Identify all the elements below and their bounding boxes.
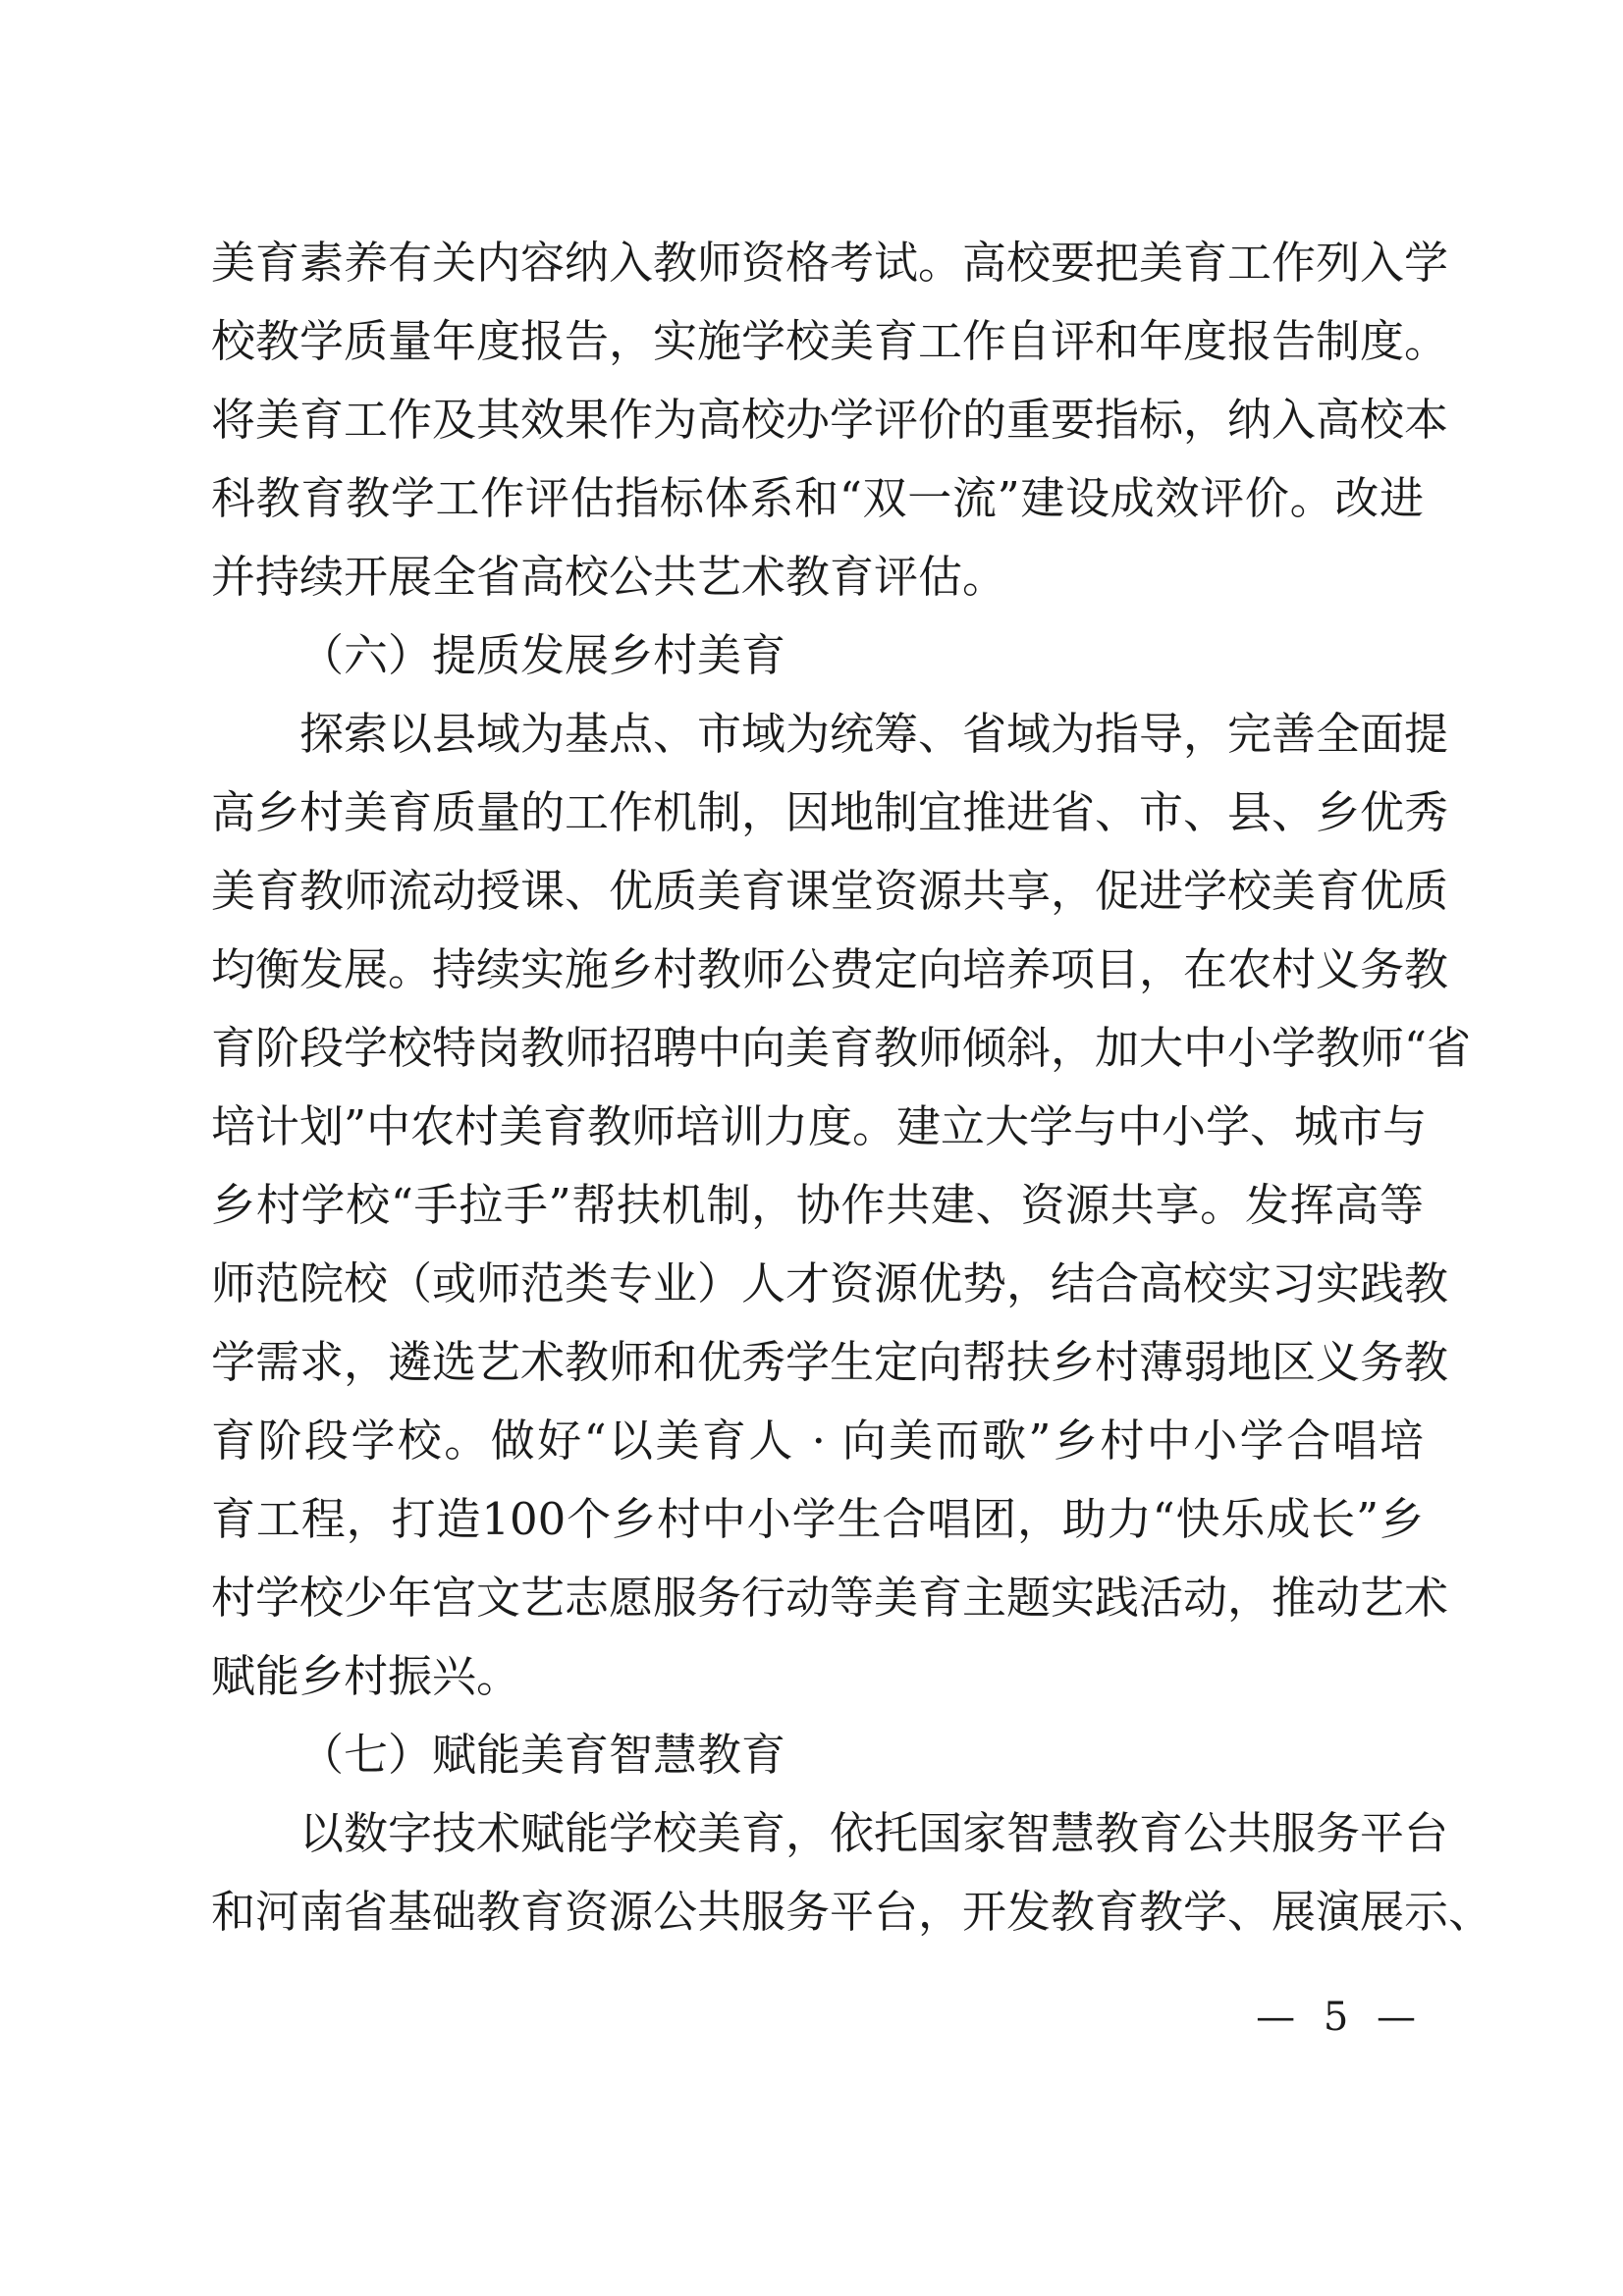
paragraph-line: 科教育教学工作评估指标体系和“双一流”建设成效评价。改进 [211, 472, 1424, 524]
paragraph-line: 乡村学校“手拉手”帮扶机制，协作共建、资源共享。发挥高等 [211, 1179, 1424, 1231]
paragraph-line: 美育教师流动授课、优质美育课堂资源共享，促进学校美育优质 [211, 865, 1449, 917]
paragraph-line: 村学校少年宫文艺志愿服务行动等美育主题实践活动，推动艺术 [211, 1572, 1449, 1624]
paragraph-line: 校教学质量年度报告，实施学校美育工作自评和年度报告制度。 [211, 315, 1449, 367]
paragraph-line: 培计划”中农村美育教师培训力度。建立大学与中小学、城市与 [211, 1100, 1428, 1152]
paragraph-line: 育阶段学校特岗教师招聘中向美育教师倾斜，加大中小学教师“省 [211, 1022, 1472, 1074]
paragraph-line: 育阶段学校。做好“以美育人 · 向美而歌”乡村中小学合唱培 [211, 1415, 1424, 1467]
paragraph-line: 美育素养有关内容纳入教师资格考试。高校要把美育工作列入学 [211, 237, 1449, 289]
paragraph-line: 学需求，遴选艺术教师和优秀学生定向帮扶乡村薄弱地区义务教 [211, 1336, 1449, 1388]
paragraph-line: 和河南省基础教育资源公共服务平台，开发教育教学、展演展示、 [211, 1886, 1493, 1938]
page-number: — 5 — [1256, 1995, 1424, 2040]
section-heading: （七）赋能美育智慧教育 [299, 1729, 786, 1781]
paragraph-line: 以数字技术赋能学校美育，依托国家智慧教育公共服务平台 [299, 1807, 1449, 1859]
paragraph-line: 将美育工作及其效果作为高校办学评价的重要指标，纳入高校本 [211, 394, 1449, 446]
section-heading: （六）提质发展乡村美育 [299, 629, 786, 681]
paragraph-line: 师范院校（或师范类专业）人才资源优势，结合高校实习实践教 [211, 1257, 1449, 1309]
paragraph-line: 探索以县域为基点、市域为统筹、省域为指导，完善全面提 [299, 708, 1449, 760]
paragraph-line: 均衡发展。持续实施乡村教师公费定向培养项目，在农村义务教 [211, 943, 1449, 995]
paragraph-line: 赋能乡村振兴。 [211, 1650, 521, 1702]
paragraph-line: 并持续开展全省高校公共艺术教育评估。 [211, 551, 1007, 603]
paragraph-line: 育工程，打造100个乡村中小学生合唱团，助力“快乐成长”乡 [211, 1493, 1424, 1545]
paragraph-line: 高乡村美育质量的工作机制，因地制宜推进省、市、县、乡优秀 [211, 786, 1449, 838]
